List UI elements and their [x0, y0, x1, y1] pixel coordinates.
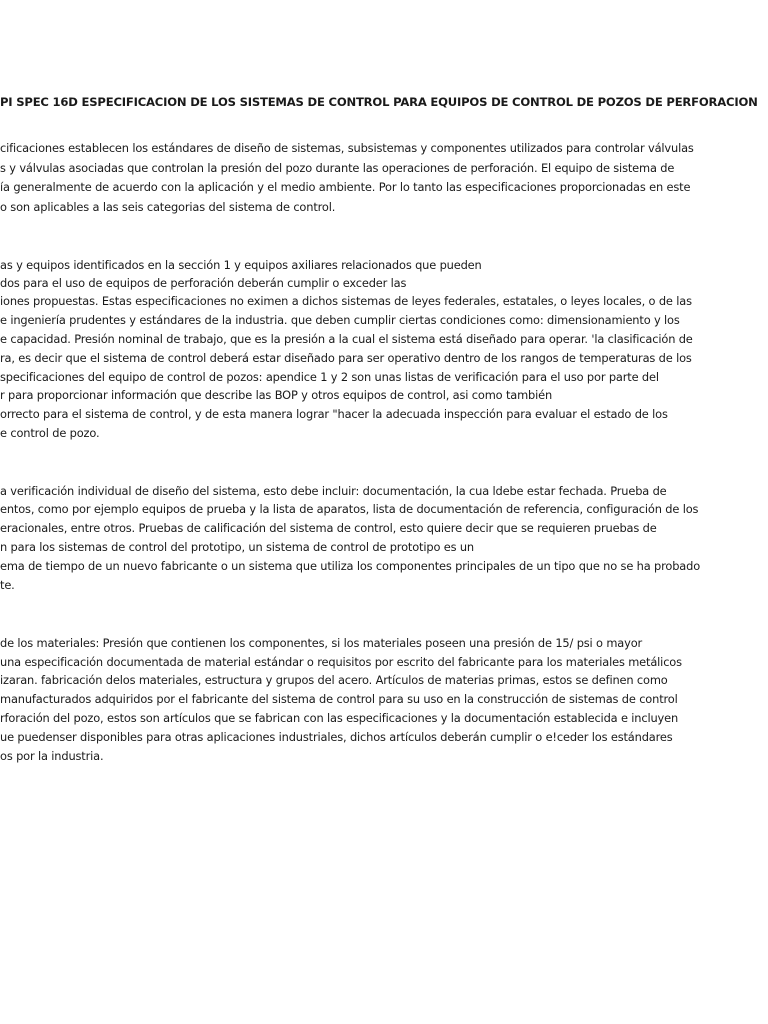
- paragraph-4-line-7: os por la industria.: [0, 749, 104, 763]
- paragraph-4-line-6: ue puedenser disponibles para otras aplicaciones industriales, dichos artículos deberán cumplir o e!ceder los estándares: [0, 730, 673, 744]
- paragraph-2-line-10: e control de pozo.: [0, 426, 100, 440]
- paragraph-3-line-4: n para los sistemas de control del prototipo, un sistema de control de prototipo es un: [0, 540, 474, 554]
- paragraph-4-line-5: rforación del pozo, estos son artículos que se fabrican con las especificaciones y la documentación establecida e incluyen: [0, 711, 679, 725]
- paragraph-2-line-2: dos para el uso de equipos de perforación deberán cumplir o exceder las: [0, 276, 407, 290]
- paragraph-2-line-6: ra, es decir que el sistema de control deberá estar diseñado para ser operativo dentro de los rangos de temperaturas de los: [0, 351, 692, 365]
- paragraph-3-line-1: a verificación individual de diseño del sistema, esto debe incluir: documentación, la cua ldebe estar fechada. Prueba de: [0, 484, 667, 498]
- paragraph-4-line-2: una especificación documentada de material estándar o requisitos por escrito del fabricante para los materiales metálicos: [0, 655, 682, 669]
- paragraph-1-line-2: s y válvulas asociadas que controlan la presión del pozo durante las operaciones de perforación. El equipo de sistema de: [0, 161, 675, 175]
- paragraph-2-line-3: iones propuestas. Estas especificaciones no eximen a dichos sistemas de leyes federales, estatales, o leyes locales, o de las: [0, 294, 692, 308]
- paragraph-3-line-2: entos, como por ejemplo equipos de prueba y la lista de aparatos, lista de documentación de referencia, configuración de los: [0, 502, 699, 516]
- paragraph-2-line-9: orrecto para el sistema de control, y de esta manera lograr "hacer la adecuada inspección para evaluar el estado de los: [0, 407, 668, 421]
- paragraph-1-line-3: ía generalmente de acuerdo con la aplicación y el medio ambiente. Por lo tanto las especificaciones proporcionadas en este: [0, 180, 691, 194]
- paragraph-2-line-7: specificaciones del equipo de control de pozos: apendice 1 y 2 son unas listas de verificación para el uso por parte del: [0, 370, 659, 384]
- paragraph-4-line-1: de los materiales: Presión que contienen los componentes, si los materiales poseen una presión de 15/ psi o mayor: [0, 636, 643, 650]
- paragraph-2-line-5: e capacidad. Presión nominal de trabajo, que es la presión a la cual el sistema está diseñado para operar. 'la clasificación de: [0, 332, 693, 346]
- paragraph-4-line-4: manufacturados adquiridos por el fabricante del sistema de control para su uso en la construcción de sistemas de control: [0, 692, 678, 706]
- paragraph-2-line-4: e ingeniería prudentes y estándares de la industria. que deben cumplir ciertas condiciones como: dimensionamiento y los: [0, 313, 680, 327]
- paragraph-3-line-5: ema de tiempo de un nuevo fabricante o un sistema que utiliza los componentes principales de un tipo que no se ha probado: [0, 559, 701, 573]
- paragraph-1-line-1: cificaciones establecen los estándares de diseño de sistemas, subsistemas y componentes utilizados para controlar válvulas: [0, 141, 694, 155]
- paragraph-2-line-8: r para proporcionar información que describe las BOP y otros equipos de control, asi como también: [0, 388, 553, 402]
- paragraph-3-line-6: te.: [0, 578, 15, 592]
- document-title: PI SPEC 16D ESPECIFICACION DE LOS SISTEMAS DE CONTROL PARA EQUIPOS DE CONTROL DE POZOS DE PERFORACION: [0, 95, 758, 109]
- paragraph-4-line-3: izaran. fabricación delos materiales, estructura y grupos del acero. Artículos de materias primas, estos se definen como: [0, 673, 668, 687]
- paragraph-2-line-1: as y equipos identificados en la sección 1 y equipos axiliares relacionados que pueden: [0, 258, 482, 272]
- paragraph-3-line-3: eracionales, entre otros. Pruebas de calificación del sistema de control, esto quiere decir que se requieren pruebas de: [0, 521, 657, 535]
- paragraph-1-line-4: o son aplicables a las seis categorias del sistema de control.: [0, 200, 336, 214]
